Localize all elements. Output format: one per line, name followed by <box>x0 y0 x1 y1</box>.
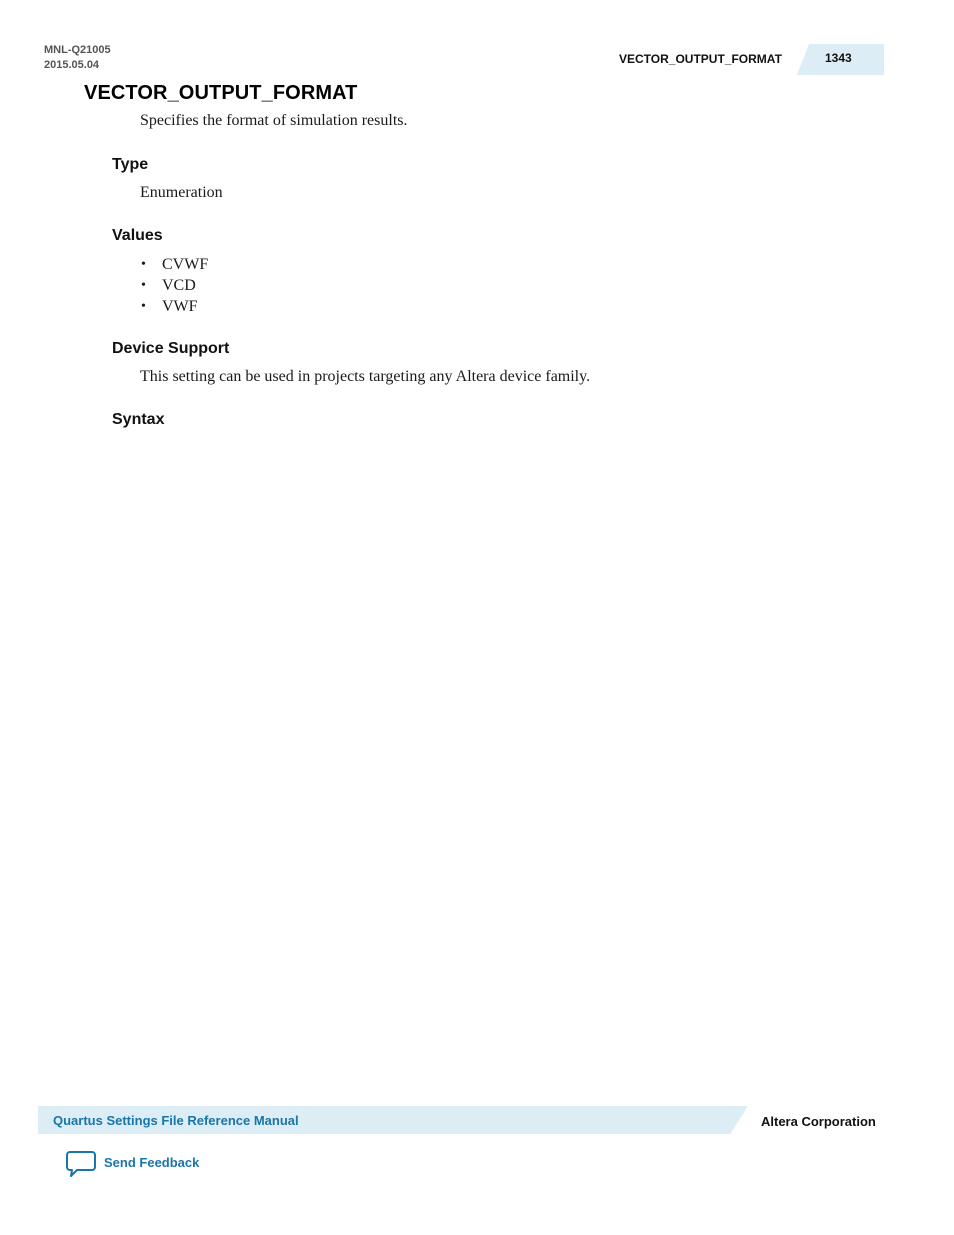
speech-bubble-icon <box>66 1150 96 1178</box>
list-item <box>140 254 208 275</box>
values-heading: Values <box>112 227 163 244</box>
doc-number: MNL-Q21005 <box>44 44 111 56</box>
document-id <box>44 43 111 73</box>
value-label: VWF <box>162 298 198 315</box>
list-item <box>140 275 208 296</box>
manual-title-link[interactable]: Quartus Settings File Reference Manual <box>53 1113 299 1128</box>
device-support-text: This setting can be used in projects targeting any Altera device family. <box>140 368 591 385</box>
company-name: Altera Corporation <box>761 1114 876 1129</box>
page-number: 1343 <box>825 51 852 65</box>
type-value: Enumeration <box>140 184 223 201</box>
bullet-icon: • <box>141 278 146 293</box>
device-support-heading: Device Support <box>112 340 230 357</box>
page-title: VECTOR_OUTPUT_FORMAT <box>84 82 358 104</box>
value-label: CVWF <box>162 256 209 273</box>
values-list <box>140 254 208 317</box>
syntax-heading: Syntax <box>112 411 165 428</box>
list-item <box>140 296 208 317</box>
running-title: VECTOR_OUTPUT_FORMAT <box>619 52 782 66</box>
bullet-icon: • <box>141 257 146 272</box>
doc-date: 2015.05.04 <box>44 59 100 71</box>
description: Specifies the format of simulation results. <box>140 112 408 129</box>
type-heading: Type <box>112 156 149 173</box>
bullet-icon: • <box>141 299 146 314</box>
send-feedback-button[interactable] <box>66 1150 199 1178</box>
value-label: VCD <box>162 277 196 294</box>
send-feedback-label: Send Feedback <box>104 1154 200 1170</box>
